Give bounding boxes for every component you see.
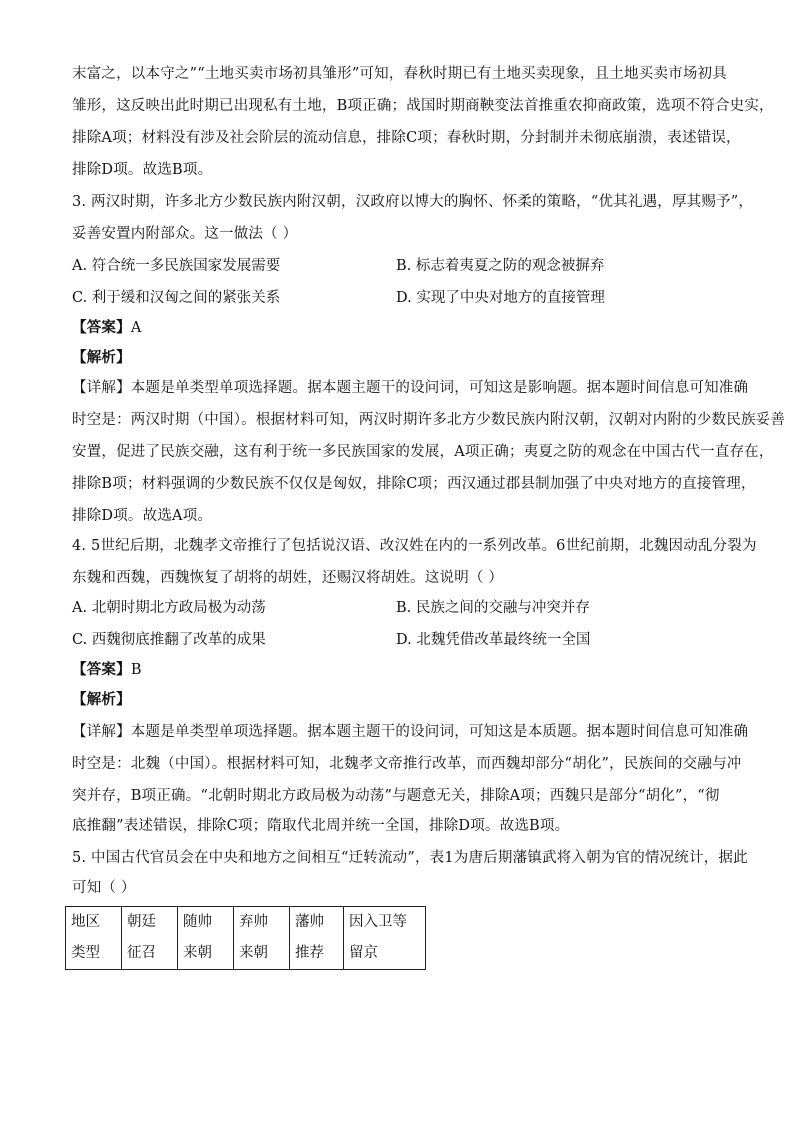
answer-value: B	[130, 662, 142, 678]
answer-label: 【答案】	[72, 661, 131, 678]
cell-line: 因入卫等	[349, 914, 407, 930]
cell-line: 地区	[71, 914, 100, 930]
question-3-detail: 时空是：两汉时期（中国）。根据材料可知，两汉时期许多北方少数民族内附汉朝，汉朝对内附的少数民族妥善	[72, 412, 786, 428]
table-cell	[122, 907, 178, 970]
officials-table	[65, 906, 426, 970]
question-4-answer	[72, 660, 732, 680]
cell-line: 留京	[349, 945, 378, 961]
question-3-detail: 【详解】本题是单类型单项选择题。据本题主题干的设问词，可知这是影响题。据本题时间信息可知准确	[72, 380, 749, 396]
question-4-detail: 【详解】本题是单类型单项选择题。据本题主题干的设问词，可知这是本质题。据本题时间信息可知准确	[72, 724, 749, 740]
question-4-analysis-label: 【解析】	[72, 691, 131, 708]
question-3-option-a: A. 符合统一多民族国家发展需要	[72, 258, 281, 274]
question-3-detail: 排除D项。故选A项。	[72, 508, 213, 524]
table-cell	[290, 907, 344, 970]
cell-line: 朝廷	[127, 914, 156, 930]
question-5-stem: 5. 中国古代官员会在中央和地方之间相互“迁转流动”，表1为唐后期藩镇武将入朝为官的情况统计，据此	[72, 850, 748, 866]
answer-label: 【答案】	[72, 319, 131, 336]
question-4-option-a: A. 北朝时期北方政局极为动荡	[72, 600, 266, 616]
table-cell	[234, 907, 290, 970]
question-3-detail: 安置，促进了民族交融，这有利于统一多民族国家的发展，A项正确；夷夏之防的观念在中国古代一直存在，	[72, 444, 774, 460]
question-4-detail: 时空是：北魏（中国）。根据材料可知，北魏孝文帝推行改革，而西魏却部分“胡化”，民族间的交融与冲	[72, 756, 742, 772]
cell-line: 征召	[127, 945, 156, 961]
question-4-detail: 底推翻”表述错误，排除C项；隋取代北周并统一全国，排除D项。故选B项。	[72, 818, 570, 834]
question-5-stem: 可知（ ）	[72, 880, 136, 896]
question-3-stem: 妥善安置内附部众。这一做法（ ）	[72, 226, 298, 242]
question-4-option-d: D. 北魏凭借改革最终统一全国	[396, 632, 591, 648]
intro-line: 雏形，这反映出此时期已出现私有土地，B项正确；战国时期商鞅变法首推重农抑商政策，选项不符合史实，	[72, 98, 774, 114]
table-cell	[178, 907, 234, 970]
table-cell	[66, 907, 122, 970]
intro-line: 末富之，以本守之”“土地买卖市场初具雏形”可知，春秋时期已有土地买卖现象，且土地买卖市场初具	[72, 66, 727, 82]
question-4-detail: 突并存，B项正确。“北朝时期北方政局极为动荡”与题意无关，排除A项；西魏只是部分“胡化”，“彻	[72, 788, 720, 804]
question-4-stem: 东魏和西魏，西魏恢复了胡将的胡姓，还赐汉将胡姓。这说明（ ）	[72, 570, 504, 586]
question-4-option-b: B. 民族之间的交融与冲突并存	[396, 600, 590, 616]
question-3-analysis-label: 【解析】	[72, 349, 131, 366]
intro-line: 排除A项；材料没有涉及社会阶层的流动信息，排除C项；春秋时期，分封制并未彻底崩溃，表述错误，	[72, 130, 741, 146]
question-3-option-d: D. 实现了中央对地方的直接管理	[396, 290, 605, 306]
question-3-option-c: C. 利于缓和汉匈之间的紧张关系	[72, 290, 281, 306]
question-4-stem: 4. 5世纪后期，北魏孝文帝推行了包括说汉语、改汉姓在内的一系列改革。6世纪前期，北魏因动乱分裂为	[72, 538, 757, 554]
cell-line: 类型	[71, 945, 100, 961]
question-3-answer	[72, 318, 732, 338]
question-3-stem: 3. 两汉时期，许多北方少数民族内附汉朝，汉政府以博大的胸怀、怀柔的策略，“优其礼遇，厚其赐予”，	[72, 194, 754, 210]
table-row	[66, 907, 426, 970]
cell-line: 随帅	[183, 914, 212, 930]
cell-line: 推荐	[295, 945, 324, 961]
question-3-option-b: B. 标志着夷夏之防的观念被摒弃	[396, 258, 605, 274]
table-cell	[344, 907, 426, 970]
cell-line: 来朝	[239, 945, 268, 961]
cell-line: 来朝	[183, 945, 212, 961]
answer-value: A	[130, 320, 142, 336]
cell-line: 弃帅	[239, 914, 268, 930]
question-4-option-c: C. 西魏彻底推翻了改革的成果	[72, 632, 266, 648]
cell-line: 藩帅	[295, 914, 324, 930]
question-3-detail: 排除B项；材料强调的少数民族不仅仅是匈奴，排除C项；西汉通过郡县制加强了中央对地方的直接管理，	[72, 476, 756, 492]
intro-line: 排除D项。故选B项。	[72, 162, 213, 178]
